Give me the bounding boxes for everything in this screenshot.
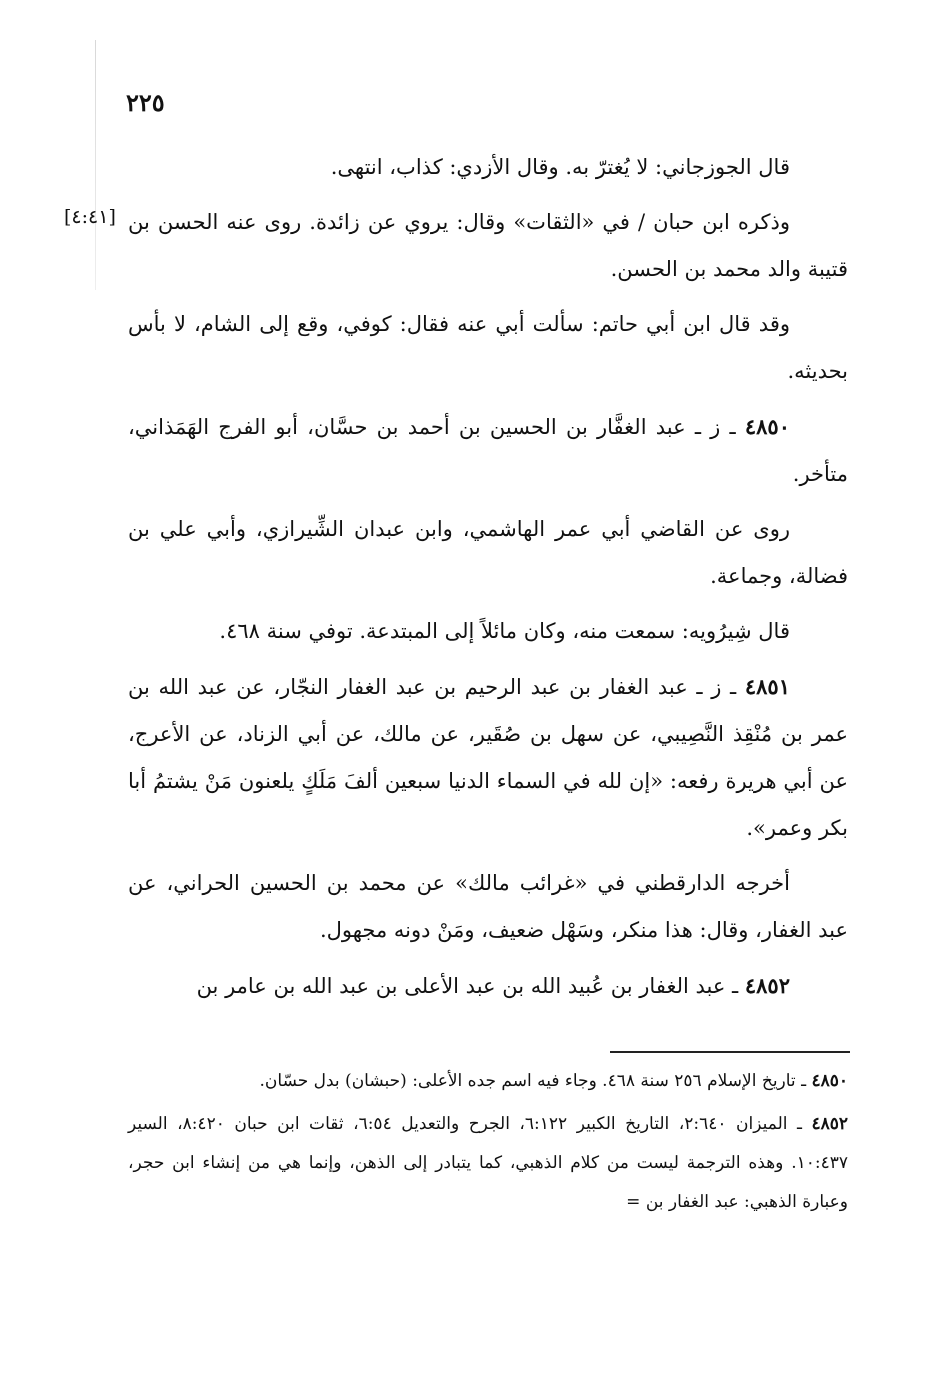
margin-reference: [٤:٤١] xyxy=(64,206,116,228)
footnotes xyxy=(128,1062,848,1226)
footnote xyxy=(128,1105,848,1222)
footnote-divider xyxy=(610,1051,850,1053)
scan-edge-line xyxy=(95,40,96,290)
footnote-text: ـ الميزان ٢:٦٤٠، التاريخ الكبير ٦:١٢٢، الجرح والتعديل ٦:٥٤، ثقات ابن حبان ٨:٤٢٠، السير ١٠:٤٣٧. وهذه الترجمة ليست من كلام الذهبي، كما يتبادر إلى الذهن، وإنما هي من إنشاء ابن حجر، وعبارة الذهبي: عبد الغفار بن = xyxy=(128,1114,848,1212)
paragraph xyxy=(128,860,848,954)
paragraph xyxy=(128,608,848,655)
paragraph xyxy=(128,144,848,191)
entry-paragraph xyxy=(128,962,848,1010)
paragraph-text: وذكره ابن حبان / في «الثقات» وقال: يروي عن زائدة. روى عنه الحسن بن قتيبة والد محمد بن الحسن. xyxy=(128,210,848,281)
entry-text: ـ ز ـ عبد الغفار بن عبد الرحيم بن عبد الغفار النجّار، عن عبد الله بن عمر بن مُنْقِذ النَّصِيبي، عن سهل بن صُقَير، عن مالك، عن أبي الزناد، عن الأعرج، عن أبي هريرة رفعه: «إن لله في السماء الدنيا سبعين ألفَ مَلَكٍ يلعنون مَنْ يشتمُ أبا بكر وعمر». xyxy=(128,675,848,840)
footnote-number: ٤٨٥٢ xyxy=(811,1114,849,1134)
entry-number: ٤٨٥١ xyxy=(744,674,790,699)
main-text xyxy=(128,144,848,1018)
paragraph-text: روى عن القاضي أبي عمر الهاشمي، وابن عبدان الشِّيرازي، وأبي علي بن فضالة، وجماعة. xyxy=(128,517,848,588)
paragraph xyxy=(128,506,848,600)
footnote-number: ٤٨٥٠ xyxy=(811,1071,848,1091)
paragraph-text: قال شِيرُويه: سمعت منه، وكان مائلاً إلى المبتدعة. توفي سنة ٤٦٨. xyxy=(219,619,790,643)
paragraph-text: وقد قال ابن أبي حاتم: سألت أبي عنه فقال: كوفي، وقع إلى الشام، لا بأس بحديثه. xyxy=(128,312,848,383)
footnote xyxy=(128,1062,848,1101)
entry-number: ٤٨٥٠ xyxy=(744,414,790,439)
entry-paragraph xyxy=(128,663,848,852)
entry-text: ـ ز ـ عبد الغفَّار بن الحسين بن أحمد بن حسَّان، أبو الفرج الهَمَذاني، متأخر. xyxy=(128,415,848,486)
entry-number: ٤٨٥٢ xyxy=(744,973,790,998)
page-number: ٢٢٥ xyxy=(126,88,165,117)
paragraph-text: قال الجوزجاني: لا يُغترّ به. وقال الأزدي: كذاب، انتهى. xyxy=(330,155,790,179)
entry-paragraph xyxy=(128,403,848,498)
paragraph xyxy=(128,301,848,395)
paragraph-text: أخرجه الدارقطني في «غرائب مالك» عن محمد بن الحسين الحراني، عن عبد الغفار، وقال: هذا منكر، وسَهْل ضعيف، ومَنْ دونه مجهول. xyxy=(128,871,848,942)
paragraph xyxy=(128,199,848,293)
footnote-text: ـ تاريخ الإسلام ٢٥٦ سنة ٤٦٨. وجاء فيه اسم جده الأعلى: (حبشان) بدل حسّان. xyxy=(259,1071,812,1091)
entry-text: ـ عبد الغفار بن عُبيد الله بن عبد الأعلى بن عبد الله بن عامر بن xyxy=(196,974,745,998)
